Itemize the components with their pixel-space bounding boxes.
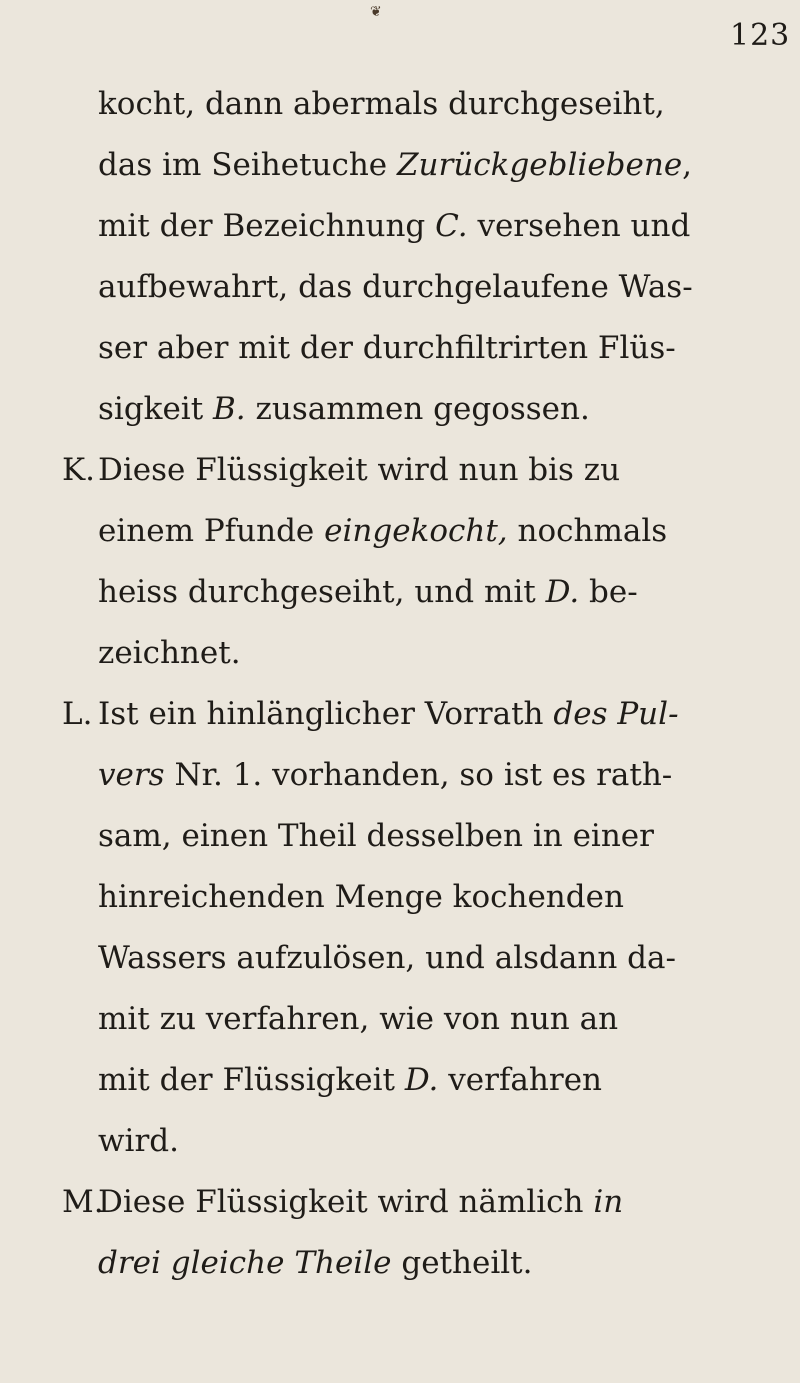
text-line-17: mit der Flüssigkeit D. verfahren <box>98 1062 603 1098</box>
section-label: L. <box>62 696 93 732</box>
section-label: M. <box>62 1184 104 1220</box>
text-line-3: mit der Bezeichnung C. versehen und <box>98 208 691 244</box>
page-number: 123 <box>730 18 791 53</box>
text-line-9: heiss durchgeseiht, und mit D. be- <box>98 574 638 610</box>
text-line-19: M.Diese Flüssigkeit wird nämlich in <box>62 1184 624 1220</box>
text-line-10: zeichnet. <box>98 635 241 671</box>
section-label: K. <box>62 452 96 488</box>
text-line-13: sam, einen Theil desselben in einer <box>98 818 654 854</box>
text-line-18: wird. <box>98 1123 179 1159</box>
text-line-7: K.Diese Flüssigkeit wird nun bis zu <box>62 452 621 488</box>
text-line-11: L. Ist ein hinlänglicher Vorrath des Pul- <box>62 696 679 732</box>
text-line-2: das im Seihetuche Zurückgebliebene, <box>98 147 693 183</box>
text-line-14: hinreichenden Menge kochenden <box>98 879 624 915</box>
text-line-16: mit zu verfahren, wie von nun an <box>98 1001 619 1037</box>
text-line-8: einem Pfunde eingekocht, nochmals <box>98 513 668 549</box>
text-line-5: ser aber mit der durchfiltrirten Flüs- <box>98 330 676 366</box>
ornament-mark: ❦ <box>370 4 382 20</box>
text-line-6: sigkeit B. zusammen gegossen. <box>98 391 590 427</box>
text-line-20: drei gleiche Theile getheilt. <box>98 1245 533 1281</box>
text-line-12: vers Nr. 1. vorhanden, so ist es rath- <box>98 757 673 793</box>
text-line-15: Wassers aufzulösen, und alsdann da- <box>98 940 676 976</box>
text-line-4: aufbewahrt, das durchgelaufene Was- <box>98 269 693 305</box>
text-line-1: kocht, dann abermals durchgeseiht, <box>98 86 665 122</box>
